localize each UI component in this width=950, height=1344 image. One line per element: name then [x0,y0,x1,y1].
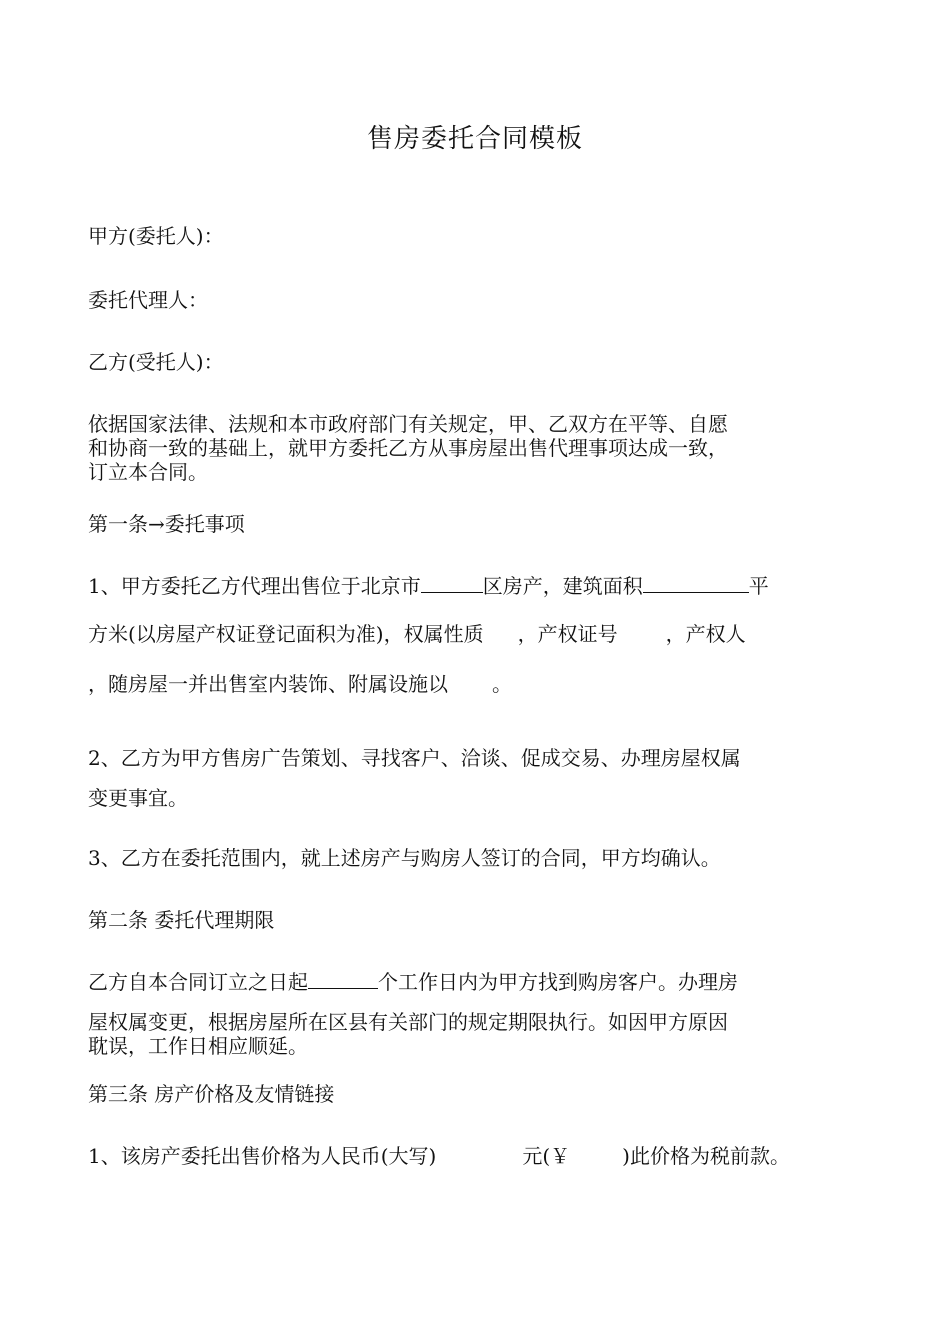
intro-line-2: 和协商一致的基础上，就甲方委托乙方从事房屋出售代理事项达成一致， [88,436,728,460]
intro-line-3: 订立本合同。 [88,460,208,484]
article-1-item-2-line-1: 2、乙方为甲方售房广告策划、寻找客户、洽谈、促成交易、办理房屋权属 [88,746,741,770]
article-1-heading: 第一条→委托事项 [88,512,245,536]
article-3-text-b: 元(￥ [522,1144,571,1168]
item-1-text-b: 区房产，建筑面积 [482,574,643,598]
item-1-text-e: ，产权证号 [517,622,618,646]
article-1-item-2-line-2: 变更事宜。 [88,786,188,810]
item-1-text-g: ，随房屋一并出售室内装饰、附属设施以 [88,672,448,696]
item-1-text-c: 平 [748,574,769,598]
article-2-line-3: 耽误，工作日相应顺延。 [88,1034,308,1058]
district-blank [421,574,483,593]
article-3-item-1 [88,1144,878,1168]
area-blank [643,574,749,593]
agent-label: 委托代理人： [88,288,208,312]
article-1-item-1-line-3 [88,672,878,696]
article-2-text-a: 乙方自本合同订立之日起 [88,970,308,994]
party-a-label: 甲方(委托人)： [88,224,224,248]
article-3-text-c: )此价格为税前款。 [622,1144,790,1168]
document-title: 售房委托合同模板 [366,124,583,154]
article-2-line-1 [88,970,878,994]
item-1-text-d: 方米(以房屋产权证登记面积为准)，权属性质 [88,622,484,646]
article-2-line-2: 屋权属变更，根据房屋所在区县有关部门的规定期限执行。如因甲方原因 [88,1010,728,1034]
article-2-text-b: 个工作日内为甲方找到购房客户。办理房 [378,970,738,994]
intro-line-1: 依据国家法律、法规和本市政府部门有关规定，甲、乙双方在平等、自愿 [88,412,728,436]
article-3-heading: 第三条 房产价格及友情链接 [88,1082,335,1106]
item-1-text-a: 1、甲方委托乙方代理出售位于北京市 [88,574,421,598]
workdays-blank [308,970,378,989]
article-1-item-1-line-1 [88,574,878,598]
item-1-text-h: 。 [492,672,512,696]
article-3-text-a: 1、该房产委托出售价格为人民币(大写) [88,1144,437,1168]
party-b-label: 乙方(受托人)： [88,350,224,374]
article-2-heading: 第二条 委托代理期限 [88,908,275,932]
article-1-item-1-line-2 [88,622,878,646]
article-1-item-3: 3、乙方在委托范围内，就上述房产与购房人签订的合同，甲方均确认。 [88,846,721,870]
item-1-text-f: ，产权人 [665,622,746,646]
